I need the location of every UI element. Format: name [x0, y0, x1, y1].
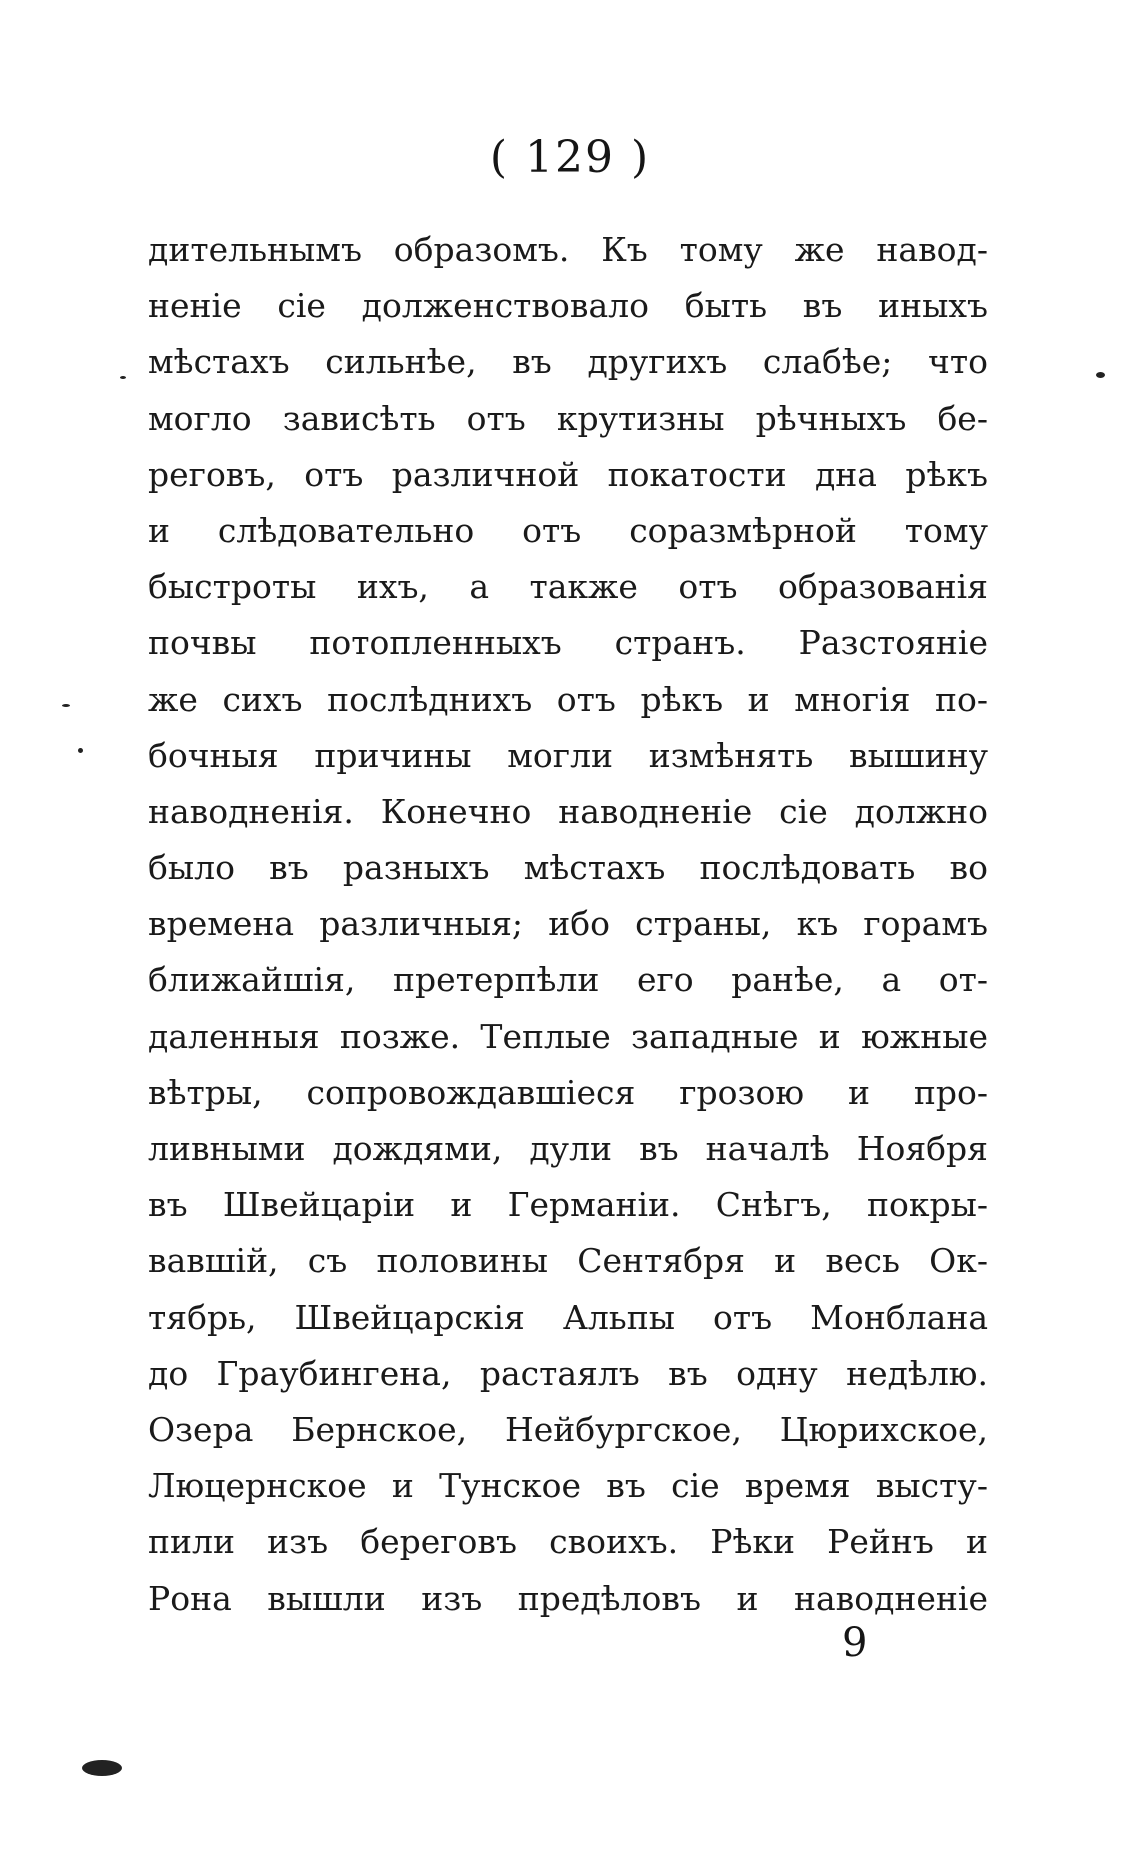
text-line: наводненія. Конечно наводненіе сіе должно [148, 791, 988, 831]
text-line: ближайшія, претерпѣли его ранѣе, а от- [148, 960, 988, 1000]
text-line: Рона вышли изъ предѣловъ и наводненіе [148, 1578, 988, 1618]
text-line: даленныя позже. Теплые западные и южные [148, 1016, 988, 1056]
text-line: въ Швейцаріи и Германіи. Снѣгъ, покры- [148, 1185, 988, 1225]
text-line: почвы потопленныхъ странъ. Разстояніе [148, 623, 988, 663]
scan-speck [120, 376, 126, 379]
text-line: ливными дождями, дули въ началѣ Ноября [148, 1129, 988, 1168]
text-line: вавшій, съ половины Сентября и весь Ок- [148, 1241, 988, 1281]
text-line: Люцернское и Тунское въ сіе время высту- [148, 1466, 988, 1506]
text-line: бочныя причины могли измѣнять вышину [148, 735, 988, 775]
signature-mark: 9 [842, 1620, 868, 1666]
text-line: времена различныя; ибо страны, къ горамъ [148, 904, 988, 944]
text-line: неніе сіе долженствовало быть въ иныхъ [148, 286, 988, 326]
text-line: было въ разныхъ мѣстахъ послѣдовать во [148, 848, 988, 888]
text-line: могло зависѣть отъ крутизны рѣчныхъ бе- [148, 398, 988, 438]
text-line: мѣстахъ сильнѣе, въ другихъ слабѣе; что [148, 342, 988, 382]
scan-speck [62, 704, 70, 707]
text-line: Озера Бернское, Нейбургское, Цюрихское, [148, 1409, 988, 1449]
text-line: дительнымъ образомъ. Къ тому же навод- [148, 230, 988, 269]
text-line: до Граубингена, растаялъ въ одну недѣлю. [148, 1353, 988, 1393]
text-line: пили изъ береговъ своихъ. Рѣки Рейнъ и [148, 1522, 988, 1562]
scan-speck [82, 1760, 122, 1776]
text-line: и слѣдовательно отъ соразмѣрной тому [148, 510, 988, 550]
page-number: ( 129 ) [489, 132, 651, 183]
text-line: тябрь, Швейцарскія Альпы отъ Монблана [148, 1297, 988, 1337]
body-text [148, 222, 988, 1627]
text-line: быстроты ихъ, а также отъ образованія [148, 567, 988, 607]
scan-speck [78, 748, 83, 753]
text-line: вѣтры, сопровождавшіеся грозою и про- [148, 1072, 988, 1112]
text-line: реговъ, отъ различной покатости дна рѣкъ [148, 454, 988, 494]
text-line: же сихъ послѣднихъ отъ рѣкъ и многія по- [148, 679, 988, 719]
scan-speck [1096, 372, 1105, 378]
